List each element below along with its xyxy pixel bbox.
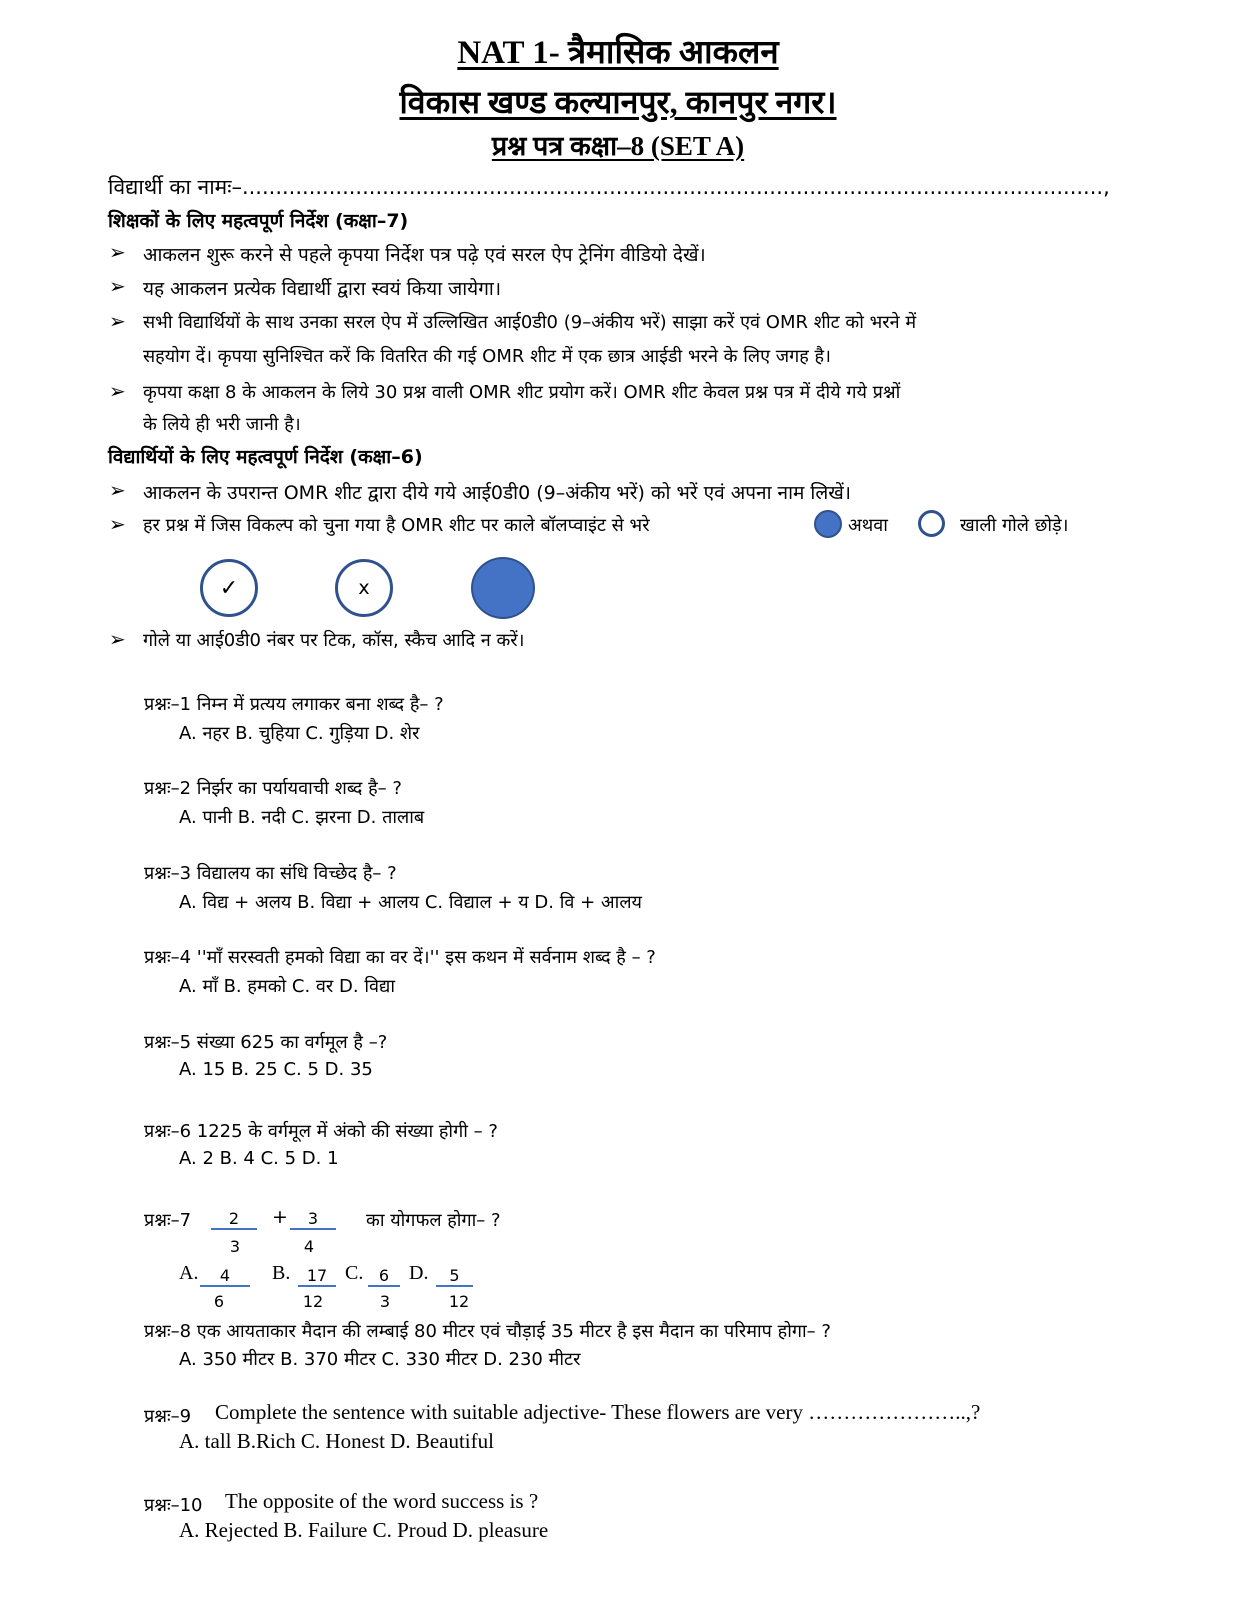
question-1: प्रश्नः–1 निम्न में प्रत्यय लगाकर बना शब्द है– ?: [144, 694, 444, 715]
q7-option-d-numerator: 5: [436, 1266, 473, 1287]
tick-circle-example: [200, 559, 258, 617]
question-6: प्रश्नः–6 1225 के वर्गमूल में अंको की संख्या होगी – ?: [144, 1121, 498, 1142]
title-main: NAT 1- त्रैमासिक आकलन: [457, 35, 779, 71]
filled-circle-icon: [814, 510, 842, 538]
student-instruction-1: आकलन के उपरान्त OMR शीट द्वारा दीये गये आई0डी0 (9–अंकीय भरें) को भरें एवं अपना नाम लिखें।: [143, 482, 851, 504]
bullet-arrow-icon: ➢: [109, 627, 126, 651]
student-instructions-heading: विद्यार्थियों के लिए महत्वपूर्ण निर्देश (कक्षा–6): [108, 446, 423, 468]
q7-option-b-numerator: 17: [298, 1266, 336, 1287]
options-10: A. Rejected B. Failure C. Proud D. pleasure: [179, 1518, 549, 1542]
q7-option-a-label: A.: [179, 1262, 199, 1284]
question-7-label: प्रश्नः–7: [144, 1210, 192, 1231]
question-8: प्रश्नः–8 एक आयताकार मैदान की लम्बाई 80 मीटर एवं चौड़ाई 35 मीटर है इस मैदान का परिमाप होगा– ?: [144, 1321, 831, 1342]
question-9-label: प्रश्नः–9: [144, 1406, 192, 1427]
cross-circle-example: [335, 559, 393, 617]
q7-fraction-2-denominator: 4: [303, 1237, 315, 1256]
teacher-instruction-1: आकलन शुरू करने से पहले कृपया निर्देश पत्र पढ़े एवं सरल ऐप ट्रेनिंग वीडियो देखें।: [143, 244, 706, 266]
empty-circle-icon: [918, 510, 945, 537]
teacher-instruction-2: यह आकलन प्रत्येक विद्यार्थी द्वारा स्वयं किया जायेगा।: [143, 278, 502, 300]
question-10: The opposite of the word success is ?: [225, 1489, 539, 1513]
options-8: A. 350 मीटर B. 370 मीटर C. 330 मीटर D. 230 मीटर: [179, 1349, 581, 1370]
q7-option-a-denominator: 6: [213, 1292, 225, 1311]
q7-option-c-denominator: 3: [379, 1292, 391, 1311]
teacher-instruction-3: सभी विद्यार्थियों के साथ उनका सरल ऐप में उल्लिखित आई0डी0 (9–अंकीय भरें) साझा करें एवं OMR शीट को भरने में: [143, 312, 917, 333]
student-name-line: विद्यार्थी का नामः–.................................................................................................................................,: [108, 175, 1110, 199]
student-instruction-2: हर प्रश्न में जिस विकल्प को चुना गया है OMR शीट पर काले बॉलप्वाइंट से भरे: [143, 515, 650, 536]
q7-option-c-label: C.: [345, 1262, 364, 1284]
q7-option-d-label: D.: [409, 1262, 429, 1284]
options-4: A. माँ B. हमको C. वर D. विद्या: [179, 976, 395, 997]
q7-fraction-2-numerator: 3: [290, 1209, 336, 1230]
options-6: A. 2 B. 4 C. 5 D. 1: [179, 1148, 339, 1169]
bullet-arrow-icon: ➢: [109, 309, 126, 333]
title-block: विकास खण्ड कल्यानपुर, कानपुर नगर।: [399, 84, 837, 120]
options-5: A. 15 B. 25 C. 5 D. 35: [179, 1059, 373, 1080]
options-9: A. tall B.Rich C. Honest D. Beautiful: [179, 1429, 494, 1453]
options-2: A. पानी B. नदी C. झरना D. तालाब: [179, 807, 425, 828]
teacher-instruction-4: कृपया कक्षा 8 के आकलन के लिये 30 प्रश्न वाली OMR शीट प्रयोग करें। OMR शीट केवल प्रश्न पत्र में दीये गये प्रश्नों: [143, 382, 901, 403]
q7-fraction-1-denominator: 3: [229, 1237, 241, 1256]
options-3: A. विद्य + अलय B. विद्या + आलय C. विद्याल + य D. वि + आलय: [179, 892, 642, 913]
student-instruction-2-tail: खाली गोले छोड़े।: [960, 515, 1069, 536]
bullet-arrow-icon: ➢: [109, 274, 126, 298]
q7-plus-sign: +: [272, 1206, 288, 1228]
teacher-instructions-heading: शिक्षकों के लिए महत्वपूर्ण निर्देश (कक्षा–7): [108, 210, 409, 232]
question-7-tail: का योगफल होगा– ?: [366, 1210, 501, 1231]
q7-option-a-numerator: 4: [200, 1266, 250, 1287]
filled-circle-example: [471, 557, 535, 619]
bullet-arrow-icon: ➢: [109, 478, 126, 502]
cross-mark-icon: x: [358, 577, 370, 599]
bullet-arrow-icon: ➢: [109, 379, 126, 403]
q7-option-c-numerator: 6: [368, 1266, 400, 1287]
bullet-arrow-icon: ➢: [109, 512, 126, 536]
student-instruction-3: गोले या आई0डी0 नंबर पर टिक, कॉस, स्कैच आदि न करें।: [143, 630, 525, 651]
title-paper: प्रश्न पत्र कक्षा–8 (SET A): [491, 131, 745, 161]
student-instruction-2-or: अथवा: [848, 515, 888, 536]
q7-option-d-denominator: 12: [448, 1292, 470, 1311]
question-10-label: प्रश्नः–10: [144, 1495, 203, 1516]
teacher-instruction-3-cont: सहयोग दें। कृपया सुनिश्चित करें कि वितरित की गई OMR शीट में एक छात्र आईडी भरने के लिए जगह है।: [143, 346, 831, 367]
bullet-arrow-icon: ➢: [109, 240, 126, 264]
q7-option-b-label: B.: [272, 1262, 291, 1284]
tick-mark-icon: ✓: [219, 576, 239, 601]
question-5: प्रश्नः–5 संख्या 625 का वर्गमूल है –?: [144, 1032, 388, 1053]
options-1: A. नहर B. चुहिया C. गुड़िया D. शेर: [179, 723, 420, 744]
teacher-instruction-4-cont: के लिये ही भरी जानी है।: [143, 414, 301, 435]
question-3: प्रश्नः–3 विद्यालय का संधि विच्छेद है– ?: [144, 863, 397, 884]
question-9: Complete the sentence with suitable adjective- These flowers are very …………………..,?: [215, 1400, 981, 1424]
question-4: प्रश्नः–4 ''माँ सरस्वती हमको विद्या का वर दें।'' इस कथन में सर्वनाम शब्द है – ?: [144, 947, 656, 968]
q7-option-b-denominator: 12: [302, 1292, 324, 1311]
q7-fraction-1-numerator: 2: [211, 1209, 257, 1230]
question-2: प्रश्नः–2 निर्झर का पर्यायवाची शब्द है– ?: [144, 778, 402, 799]
